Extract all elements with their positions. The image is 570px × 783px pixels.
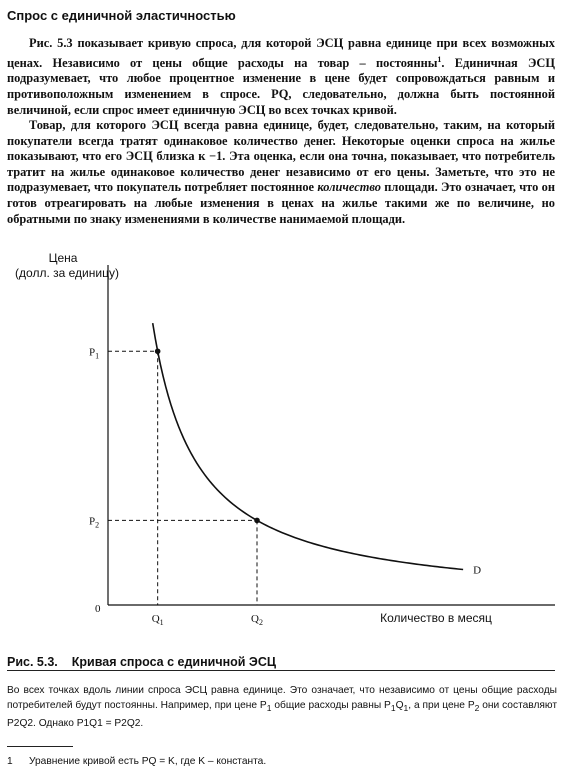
footnote: 1 Уравнение кривой есть PQ = K, где K – константа. [7,756,267,767]
demand-curve-chart [0,240,570,650]
y-tick-label-1: $P_1$ [88,346,100,361]
demand-curve [153,323,463,569]
caption-divider [7,670,555,671]
x-axis-label: Количество в месяц [380,611,492,625]
figure-title: Кривая спроса с единичной ЭСЦ [71,655,276,669]
paragraph-2: Товар, для которого ЭСЦ всегда равна единице, будет, следовательно, таким, на который покупатели всегда тратят одинаковое количество денег. Некоторые оценки спроса на жилье показывают, что его ЭСЦ близка к −1. Эта оценка, если она точна, показывает, что потребитель тратит на жилье одинаковое количество денег независимо от его цены. Заметьте, что это не подразумевает, что покупатель потребляет постоянное количество площади. Это означает, что он готов отреагировать на любые изменения в ценах на жилье такими же по величине, но обратными по знаку изменениями в количестве нанимаемой площади. [7,118,555,226]
y-axis-label-units: (долл. за единицу) [15,266,119,280]
body-text [7,36,555,227]
footnote-ref[interactable]: 1 [437,54,442,64]
figure-number: Рис. 5.3. [7,655,58,669]
figure-caption-title [7,655,276,669]
x-tick-label-2: $Q_2$ [251,613,263,627]
figure-caption-text: Во всех точках вдоль линии спроса ЭСЦ равна единице. Это означает, что независимо от цены общие расходы потребителей будут постоянны. Например, при цене $P_1$ общие расходы равны $P_1Q_1$, а при цене $P_2$ они составляют P2Q2. Однако P1Q1 = P2Q2. [7,685,558,730]
paragraph-1: Рис. 5.3 показывает кривую спроса, для которой ЭСЦ равна единице при всех возможных ценах. Независимо от цены общие расходы на товар – постоянны$^1$. Единичная ЭСЦ подразумевает, что любое процентное изменение в цене будет сопровождаться равным и противоположным изменением в спросе. PQ, следовательно, должна быть постоянной величиной, если спрос имеет единичную ЭСЦ во всех точках кривой. [7,36,556,117]
data-point-1 [155,348,161,354]
section-heading: Спрос с единичной эластичностью [7,8,236,23]
curve-label: D [473,564,482,577]
footnote-divider [7,746,73,747]
y-tick-label-2: $P_2$ [88,515,100,530]
x-tick-label-1: $Q_1$ [151,613,164,627]
y-axis-label: Цена [48,251,78,265]
origin-label: 0 [95,603,101,615]
data-point-2 [254,518,260,524]
